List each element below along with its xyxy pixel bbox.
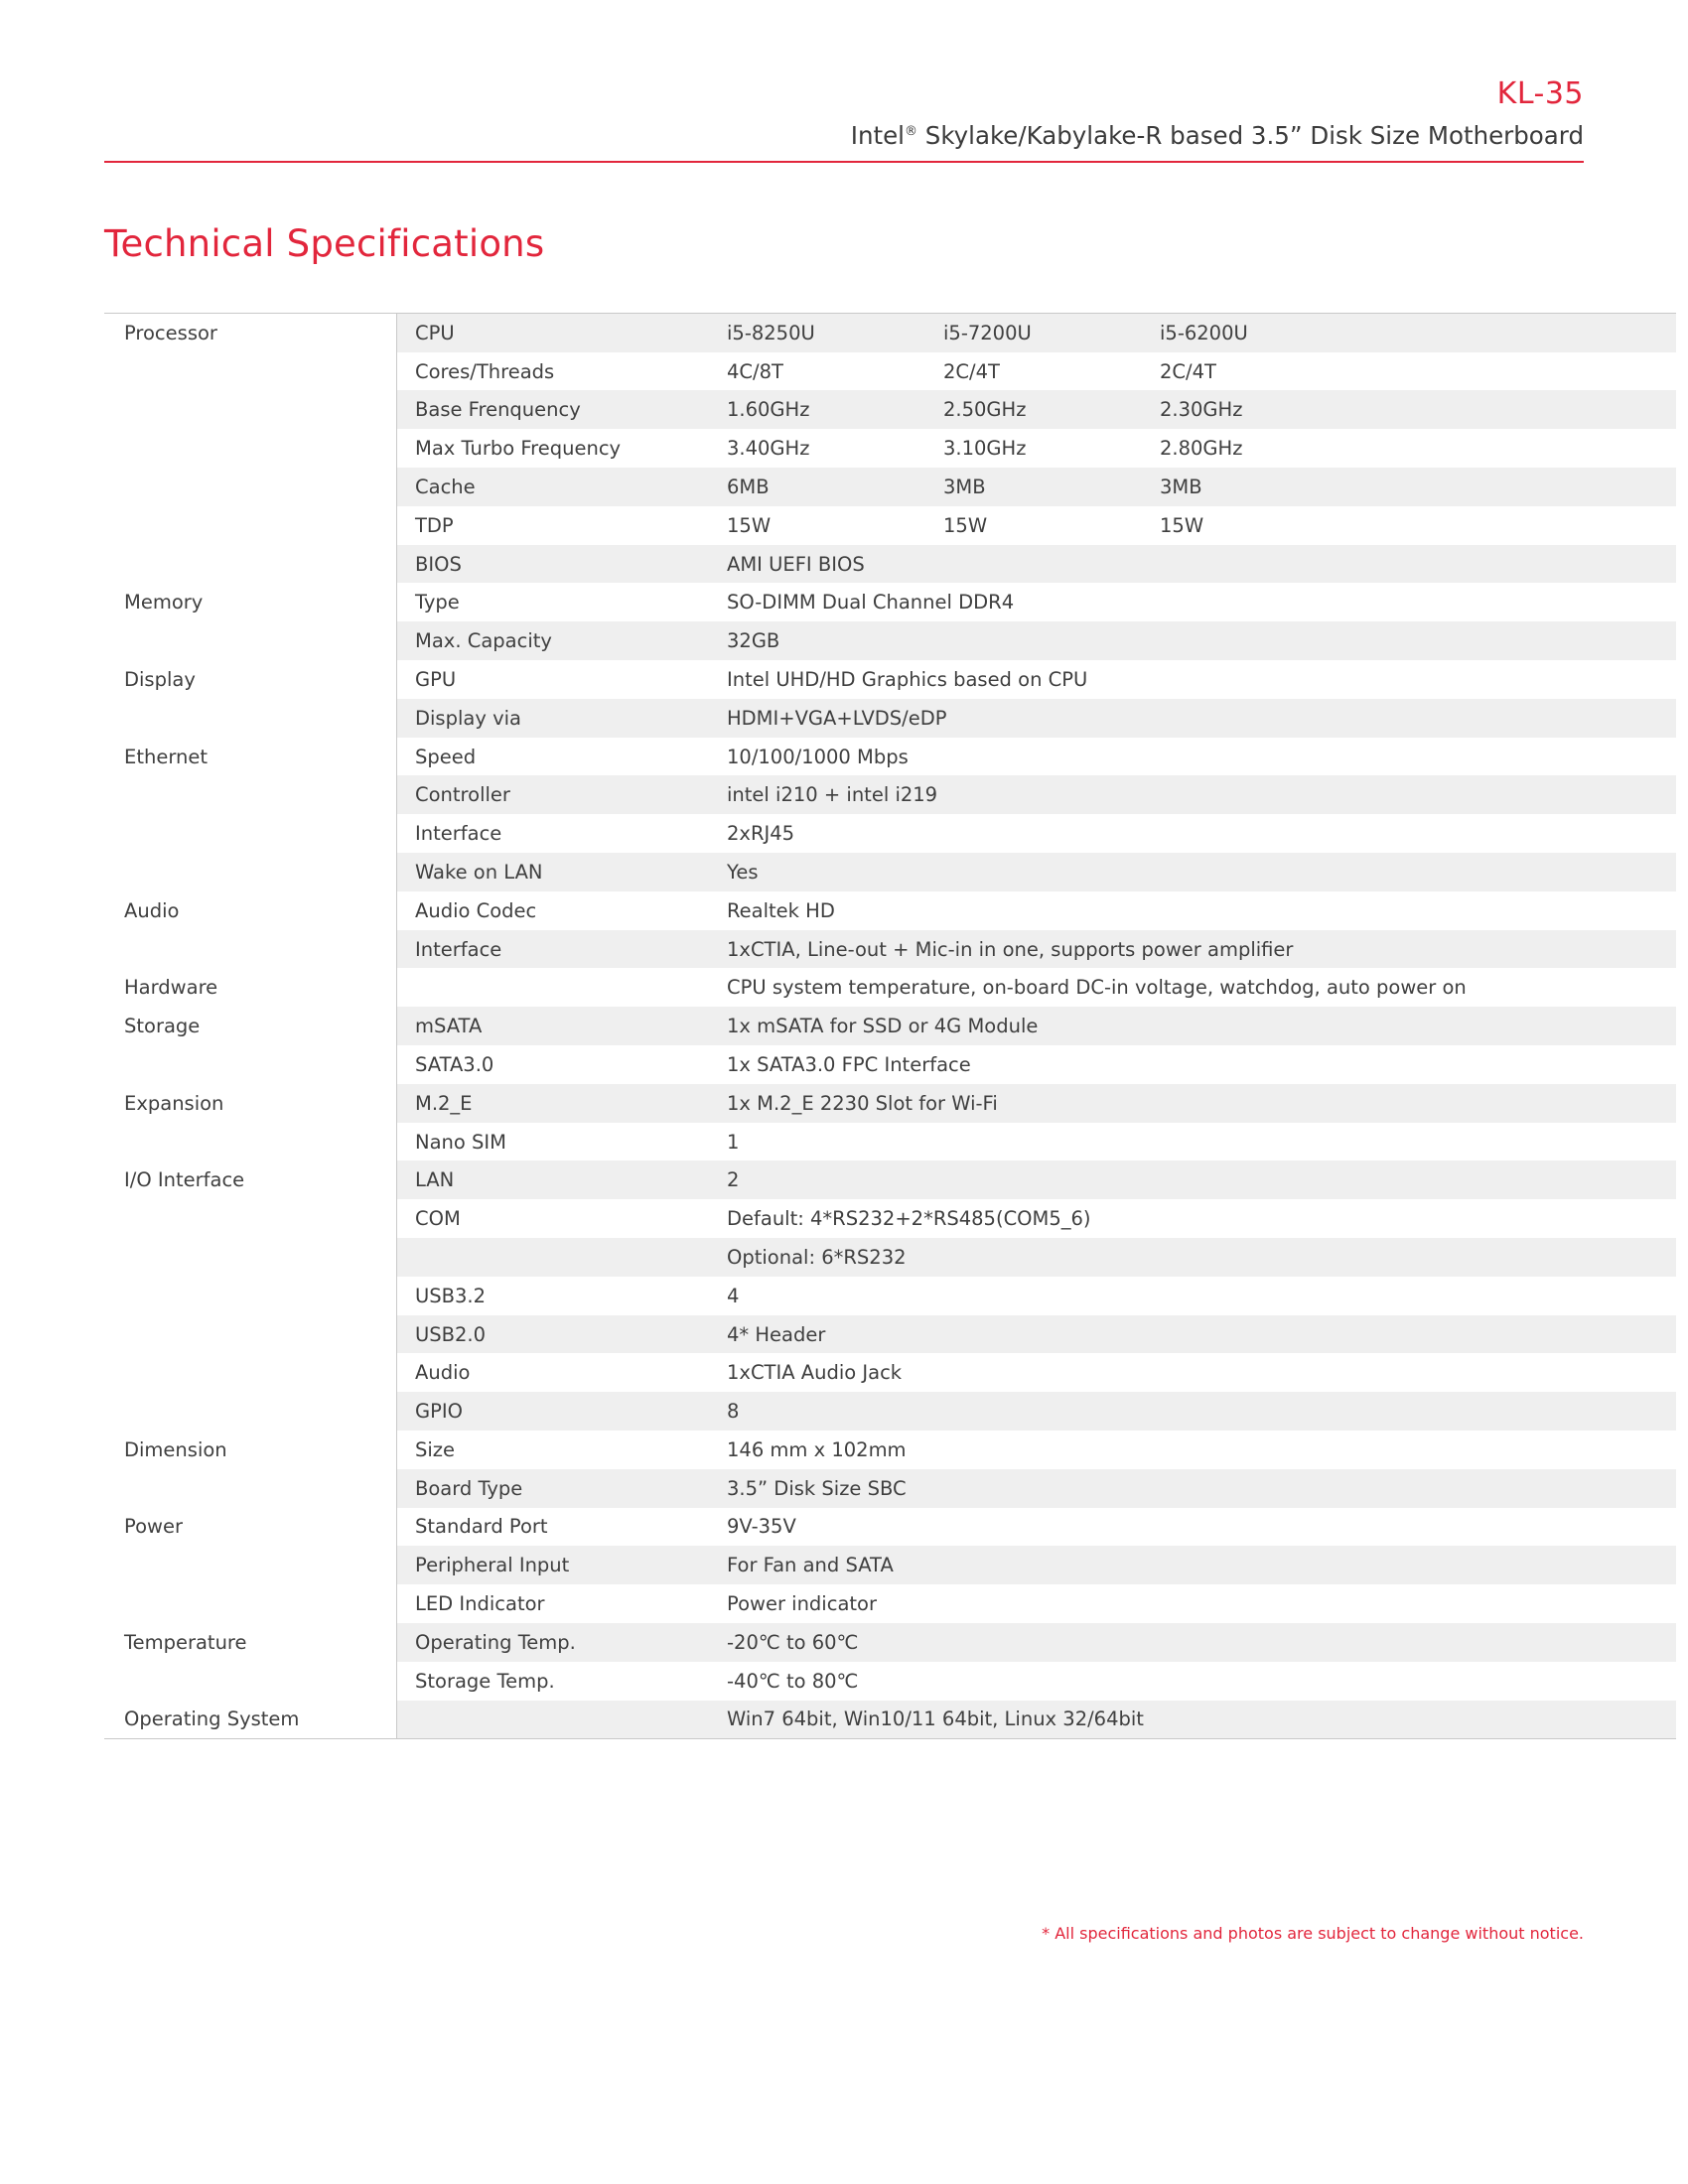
- spec-value: 1x SATA3.0 FPC Interface: [709, 1045, 1676, 1084]
- spec-category: [104, 1123, 397, 1161]
- table-row: [104, 1045, 1676, 1084]
- table-row: [104, 738, 1676, 776]
- spec-value: 1.60GHz: [709, 390, 925, 429]
- spec-label: SATA3.0: [397, 1045, 710, 1084]
- spec-category: I/O Interface: [104, 1160, 397, 1199]
- spec-label: LED Indicator: [397, 1584, 710, 1623]
- spec-value: i5-6200U: [1142, 314, 1676, 352]
- table-row: [104, 1277, 1676, 1315]
- spec-value: 1xCTIA Audio Jack: [709, 1353, 1676, 1392]
- spec-label: Display via: [397, 699, 710, 738]
- spec-value: Default: 4*RS232+2*RS485(COM5_6): [709, 1199, 1676, 1238]
- spec-label: Interface: [397, 814, 710, 853]
- spec-value: 1x M.2_E 2230 Slot for Wi-Fi: [709, 1084, 1676, 1123]
- spec-value: i5-8250U: [709, 314, 925, 352]
- spec-value: HDMI+VGA+LVDS/eDP: [709, 699, 1676, 738]
- spec-category: [104, 1469, 397, 1508]
- spec-category: Temperature: [104, 1623, 397, 1662]
- spec-label: Operating Temp.: [397, 1623, 710, 1662]
- spec-category: [104, 699, 397, 738]
- spec-label: Base Frenquency: [397, 390, 710, 429]
- spec-label: COM: [397, 1199, 710, 1238]
- spec-value: 1: [709, 1123, 1676, 1161]
- table-row: [104, 1623, 1676, 1662]
- table-row: [104, 1662, 1676, 1701]
- table-row: [104, 1584, 1676, 1623]
- spec-category: [104, 1662, 397, 1701]
- table-row: [104, 1084, 1676, 1123]
- table-row: [104, 1546, 1676, 1584]
- spec-label: Controller: [397, 775, 710, 814]
- spec-value: 3.5” Disk Size SBC: [709, 1469, 1676, 1508]
- spec-value: 1x mSATA for SSD or 4G Module: [709, 1007, 1676, 1045]
- table-row: [104, 1123, 1676, 1161]
- spec-label: Interface: [397, 930, 710, 969]
- spec-value: Win7 64bit, Win10/11 64bit, Linux 32/64bit: [709, 1701, 1676, 1739]
- spec-value: 2: [709, 1160, 1676, 1199]
- spec-label: USB2.0: [397, 1315, 710, 1354]
- spec-label: Type: [397, 583, 710, 621]
- spec-value: CPU system temperature, on-board DC-in voltage, watchdog, auto power on: [709, 968, 1676, 1007]
- spec-value: 4* Header: [709, 1315, 1676, 1354]
- spec-value: 9V-35V: [709, 1508, 1676, 1547]
- table-row: [104, 1199, 1676, 1238]
- spec-label: Audio Codec: [397, 891, 710, 930]
- table-row: [104, 1353, 1676, 1392]
- spec-label: TDP: [397, 506, 710, 545]
- specifications-table-body: [104, 314, 1676, 1738]
- footnote: * All specifications and photos are subject to change without notice.: [1042, 1924, 1584, 1943]
- spec-value: 3.10GHz: [925, 429, 1142, 468]
- spec-value: 6MB: [709, 468, 925, 506]
- spec-value: 10/100/1000 Mbps: [709, 738, 1676, 776]
- spec-value: 146 mm x 102mm: [709, 1431, 1676, 1469]
- table-row: [104, 1160, 1676, 1199]
- spec-category: Dimension: [104, 1431, 397, 1469]
- spec-category: [104, 775, 397, 814]
- spec-value: Yes: [709, 853, 1676, 891]
- spec-category: [104, 352, 397, 391]
- table-row: [104, 1238, 1676, 1277]
- spec-category: Power: [104, 1508, 397, 1547]
- spec-value: 8: [709, 1392, 1676, 1431]
- specifications-table: [104, 313, 1676, 1738]
- spec-value: Realtek HD: [709, 891, 1676, 930]
- page-title: Technical Specifications: [104, 222, 545, 266]
- table-row: [104, 583, 1676, 621]
- spec-label: GPIO: [397, 1392, 710, 1431]
- spec-label: mSATA: [397, 1007, 710, 1045]
- table-row: [104, 1007, 1676, 1045]
- spec-value: -20℃ to 60℃: [709, 1623, 1676, 1662]
- table-row: [104, 468, 1676, 506]
- spec-value: -40℃ to 80℃: [709, 1662, 1676, 1701]
- spec-value: 2.30GHz: [1142, 390, 1676, 429]
- spec-label: Storage Temp.: [397, 1662, 710, 1701]
- header-divider: [104, 161, 1584, 163]
- spec-value: 4C/8T: [709, 352, 925, 391]
- spec-value: 3MB: [925, 468, 1142, 506]
- subtitle-pre: Intel: [850, 121, 905, 150]
- table-row: [104, 545, 1676, 584]
- spec-label: [397, 968, 710, 1007]
- spec-value: intel i210 + intel i219: [709, 775, 1676, 814]
- spec-category: Memory: [104, 583, 397, 621]
- spec-category: Ethernet: [104, 738, 397, 776]
- product-subtitle: [104, 121, 1584, 150]
- spec-label: Board Type: [397, 1469, 710, 1508]
- spec-label: Max Turbo Frequency: [397, 429, 710, 468]
- spec-category: Audio: [104, 891, 397, 930]
- spec-category: [104, 1199, 397, 1238]
- table-row: [104, 1315, 1676, 1354]
- spec-label: Peripheral Input: [397, 1546, 710, 1584]
- table-row: [104, 1508, 1676, 1547]
- table-row: [104, 1431, 1676, 1469]
- spec-value: 2xRJ45: [709, 814, 1676, 853]
- document-header: [104, 0, 1584, 163]
- spec-category: [104, 1392, 397, 1431]
- table-row: [104, 660, 1676, 699]
- spec-label: Speed: [397, 738, 710, 776]
- table-row: [104, 930, 1676, 969]
- spec-category: Storage: [104, 1007, 397, 1045]
- spec-value: 4: [709, 1277, 1676, 1315]
- spec-value: 2C/4T: [1142, 352, 1676, 391]
- spec-category: Expansion: [104, 1084, 397, 1123]
- spec-value: SO-DIMM Dual Channel DDR4: [709, 583, 1676, 621]
- spec-category: [104, 930, 397, 969]
- product-model: KL-35: [1496, 76, 1584, 111]
- spec-category: [104, 814, 397, 853]
- spec-value: 15W: [925, 506, 1142, 545]
- spec-value: 15W: [1142, 506, 1676, 545]
- spec-label: Wake on LAN: [397, 853, 710, 891]
- table-row: [104, 853, 1676, 891]
- spec-category: [104, 429, 397, 468]
- table-row: [104, 699, 1676, 738]
- spec-category: [104, 1315, 397, 1354]
- table-row: [104, 506, 1676, 545]
- spec-label: [397, 1238, 710, 1277]
- spec-label: Standard Port: [397, 1508, 710, 1547]
- spec-category: [104, 468, 397, 506]
- table-row: [104, 314, 1676, 352]
- spec-label: Cache: [397, 468, 710, 506]
- spec-category: [104, 1238, 397, 1277]
- spec-category: Processor: [104, 314, 397, 352]
- spec-value: Power indicator: [709, 1584, 1676, 1623]
- spec-value: 1xCTIA, Line-out + Mic-in in one, supports power amplifier: [709, 930, 1676, 969]
- spec-label: Cores/Threads: [397, 352, 710, 391]
- table-row: [104, 1469, 1676, 1508]
- spec-category: [104, 390, 397, 429]
- table-row: [104, 1701, 1676, 1739]
- spec-value: 2.50GHz: [925, 390, 1142, 429]
- spec-value: 15W: [709, 506, 925, 545]
- spec-label: Nano SIM: [397, 1123, 710, 1161]
- spec-value: 2.80GHz: [1142, 429, 1676, 468]
- spec-label: Audio: [397, 1353, 710, 1392]
- table-row: [104, 390, 1676, 429]
- table-row: [104, 621, 1676, 660]
- spec-label: BIOS: [397, 545, 710, 584]
- spec-category: [104, 1353, 397, 1392]
- spec-value: Optional: 6*RS232: [709, 1238, 1676, 1277]
- table-row: [104, 352, 1676, 391]
- spec-value: 2C/4T: [925, 352, 1142, 391]
- spec-value: For Fan and SATA: [709, 1546, 1676, 1584]
- subtitle-post: Skylake/Kabylake-R based 3.5” Disk Size Motherboard: [916, 121, 1584, 150]
- spec-label: GPU: [397, 660, 710, 699]
- spec-category: [104, 506, 397, 545]
- spec-category: Display: [104, 660, 397, 699]
- spec-category: [104, 1584, 397, 1623]
- spec-category: Operating System: [104, 1701, 397, 1739]
- spec-label: USB3.2: [397, 1277, 710, 1315]
- spec-value: 32GB: [709, 621, 1676, 660]
- table-row: [104, 1392, 1676, 1431]
- table-row: [104, 775, 1676, 814]
- spec-label: CPU: [397, 314, 710, 352]
- spec-value: i5-7200U: [925, 314, 1142, 352]
- spec-category: [104, 545, 397, 584]
- table-row: [104, 968, 1676, 1007]
- table-row: [104, 429, 1676, 468]
- spec-category: [104, 853, 397, 891]
- registered-mark: ®: [904, 123, 917, 139]
- spec-label: Max. Capacity: [397, 621, 710, 660]
- spec-value: 3MB: [1142, 468, 1676, 506]
- spec-category: [104, 621, 397, 660]
- spec-category: [104, 1045, 397, 1084]
- spec-value: Intel UHD/HD Graphics based on CPU: [709, 660, 1676, 699]
- spec-label: M.2_E: [397, 1084, 710, 1123]
- table-row: [104, 814, 1676, 853]
- spec-value: 3.40GHz: [709, 429, 925, 468]
- table-row: [104, 891, 1676, 930]
- spec-category: [104, 1277, 397, 1315]
- spec-value: AMI UEFI BIOS: [709, 545, 1676, 584]
- spec-category: [104, 1546, 397, 1584]
- spec-label: [397, 1701, 710, 1739]
- spec-label: Size: [397, 1431, 710, 1469]
- spec-label: LAN: [397, 1160, 710, 1199]
- spec-category: Hardware: [104, 968, 397, 1007]
